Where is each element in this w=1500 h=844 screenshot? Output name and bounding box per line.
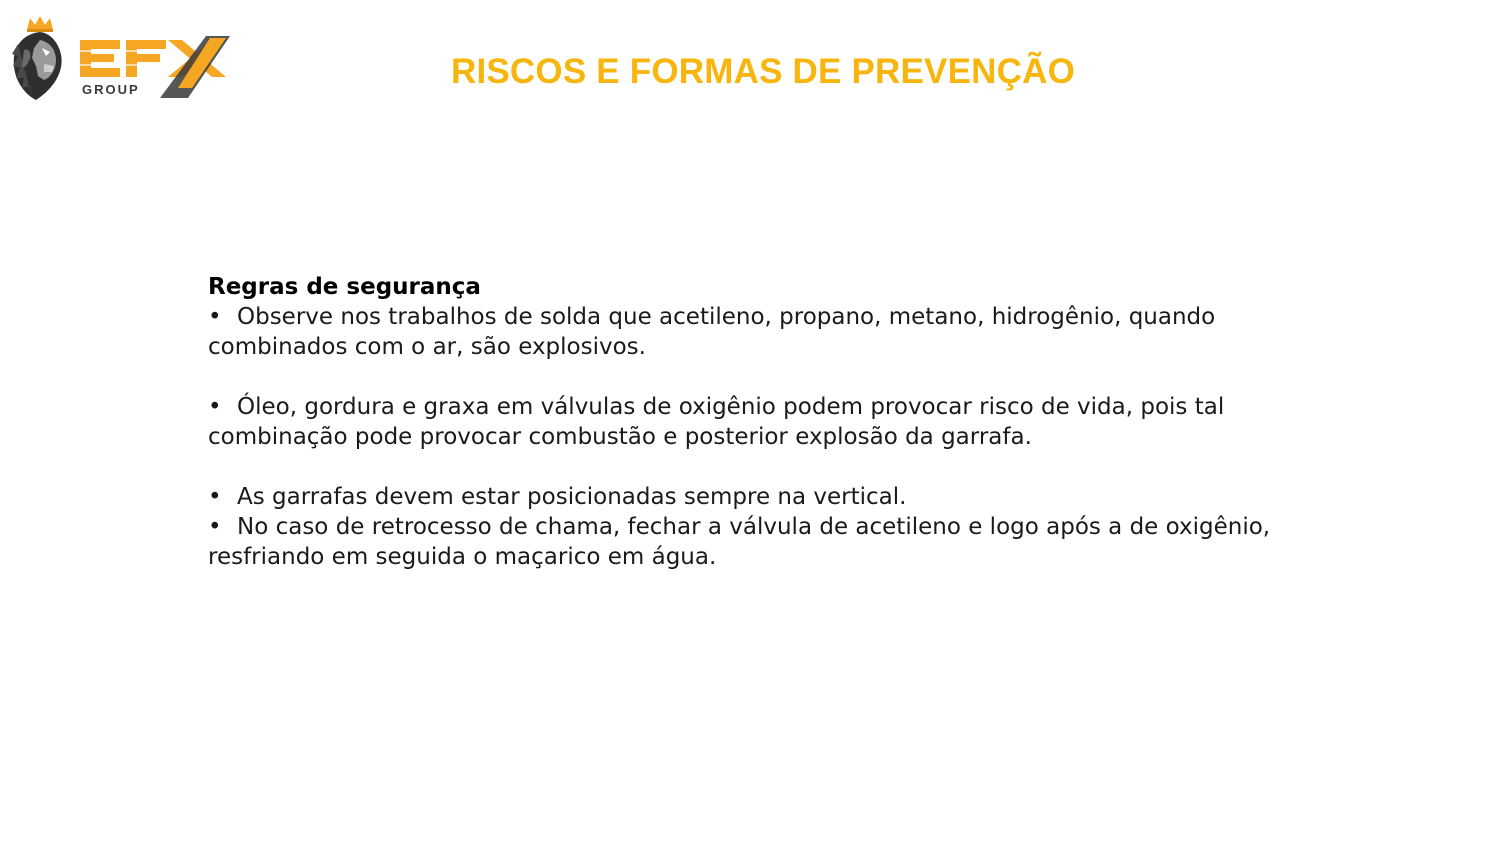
list-item [208, 302, 1318, 362]
section-heading: Regras de segurança [208, 274, 481, 300]
list-item [208, 512, 1318, 572]
lion-icon [12, 32, 62, 100]
list-item-text: No caso de retrocesso de chama, fechar a válvula de acetileno e logo após a de oxigênio, resfriando em seguida o maçarico em água. [208, 514, 1271, 570]
list-item [208, 482, 1318, 512]
list-item-text: Óleo, gordura e graxa em válvulas de oxigênio podem provocar risco de vida, pois tal combinação pode provocar combustão e posterior explosão da garrafa. [208, 394, 1225, 450]
list-item [208, 392, 1318, 452]
bullet: • [208, 514, 222, 540]
safety-rules [208, 272, 1318, 572]
bullet: • [208, 304, 222, 330]
page-title: RISCOS E FORMAS DE PREVENÇÃO [450, 52, 1075, 91]
list-item-text: Observe nos trabalhos de solda que acetileno, propano, metano, hidrogênio, quando combinados com o ar, são explosivos. [208, 304, 1216, 360]
bullet: • [208, 484, 222, 510]
efx-group-logo [10, 14, 232, 104]
bullet: • [208, 394, 222, 420]
crown-icon [27, 16, 53, 32]
list-item-text: As garrafas devem estar posicionadas sempre na vertical. [237, 484, 907, 510]
svg-text:GROUP: GROUP [82, 82, 140, 97]
